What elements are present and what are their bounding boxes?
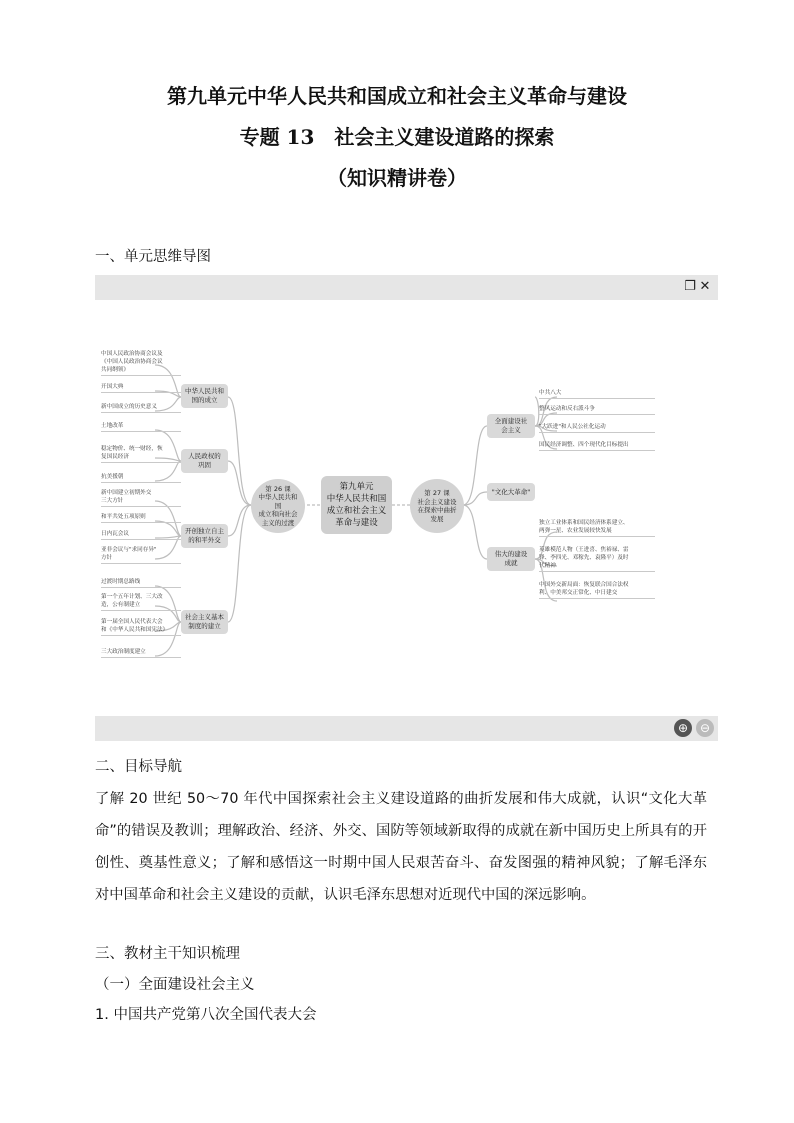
mindmap-leaf: 土地改革 [101, 422, 181, 432]
section-heading-goals: 二、目标导航 [95, 759, 182, 775]
mindmap-leaf: 三大政治制度建立 [101, 648, 181, 658]
mindmap-leaf: 中国人民政治协商会议及 《中国人民政治协商会议 共同纲领》 [101, 350, 181, 376]
mindmap-leaf: 抗美援朝 [101, 473, 181, 483]
mindmap-leaf: 中国外交新局面：恢复联合国合法权 利、中美邦交正常化、中日建交 [539, 581, 655, 599]
mindmap-connectors [95, 300, 718, 716]
mindmap-branch-node: "文化大革命" [487, 483, 535, 501]
mindmap-leaf: 独立工业体系和国民经济体系建立、 两弹一星、农业发展较快发展 [539, 519, 655, 537]
mindmap-lesson-27-node: 第 27 课 社会主义建设 在探索中曲折 发展 [410, 479, 464, 533]
subtitle: （知识精讲卷） [327, 166, 467, 190]
viewer-toolbar-bottom [95, 716, 718, 741]
mindmap-leaf: 英雄模范人物（王进喜、焦裕禄、雷 锋、李四光、邓稼先、袁隆平）及时 代精神 [539, 546, 655, 572]
list-item: 1. 中国共产党第八次全国代表大会 [95, 1007, 317, 1023]
mindmap-image [95, 300, 718, 716]
mindmap-leaf: 和平共处五项原则 [101, 513, 181, 523]
mindmap-branch-node: 伟大的建设 成就 [487, 547, 535, 571]
mindmap-center-node: 第九单元 中华人民共和国 成立和社会主义 革命与建设 [321, 476, 392, 534]
subsection-heading: （一）全面建设社会主义 [95, 977, 255, 993]
mindmap-leaf: 日内瓦会议 [101, 530, 181, 540]
section-heading-knowledge: 三、教材主干知识梳理 [95, 946, 240, 962]
mindmap-leaf: 新中国成立的历史意义 [101, 403, 181, 413]
mindmap-leaf: 过渡时期总路线 [101, 578, 181, 588]
mindmap-leaf: 整风运动和反右派斗争 [539, 405, 655, 415]
mindmap-branch-node: 人民政权的 巩固 [181, 449, 228, 473]
viewer-toolbar-top [95, 275, 718, 300]
mindmap-branch-node: 全面建设社 会主义 [487, 414, 535, 438]
mindmap-leaf: 第一个五年计划、三大改 造，公有制建立 [101, 593, 181, 611]
mindmap-leaf: 中共八大 [539, 389, 655, 399]
mindmap-leaf: 新中国建立初期外交 三大方针 [101, 489, 181, 507]
mindmap-leaf: "大跃进"和人民公社化运动 [539, 423, 655, 433]
mindmap-leaf: 国民经济调整、四个现代化目标提出 [539, 441, 655, 451]
mindmap-lesson-26-node: 第 26 课 中华人民共和国 成立和向社会 主义的过渡 [251, 479, 305, 533]
zoom-out-icon[interactable]: ⊖ [696, 719, 714, 737]
mindmap-leaf: 开国大典 [101, 383, 181, 393]
mindmap-branch-node: 社会主义基本 制度的建立 [181, 610, 228, 634]
zoom-in-icon[interactable]: ⊕ [674, 719, 692, 737]
close-icon[interactable]: ✕ [699, 279, 711, 294]
mindmap-leaf: 亚非会议与"求同存异" 方针 [101, 546, 181, 564]
page-title: 第九单元中华人民共和国成立和社会主义革命与建设 [167, 84, 627, 108]
section-heading-mindmap: 一、单元思维导图 [95, 249, 211, 265]
mindmap-branch-node: 中华人民共和 国的成立 [181, 384, 228, 408]
goals-paragraph: 了解 20 世纪 50～70 年代中国探索社会主义建设道路的曲折发展和伟大成就，认识“文化大革命”的错误及教训；理解政治、经济、外交、国防等领域新取得的成就在新中国历史上所具有的开创性、奠基性意义；了解和感悟这一时期中国人民艰苦奋斗、奋发图强的精神风貌；了解毛泽东对中国革命和社会主义建设的贡献，认识毛泽东思想对近现代中国的深远影响。 [95, 791, 707, 903]
mindmap-leaf: 第一届全国人民代表大会 和《中华人民共和国宪法》 [101, 618, 181, 636]
topic-title: 专题 13 社会主义建设道路的探索 [239, 125, 555, 149]
mindmap-branch-node: 开创独立自主 的和平外交 [181, 524, 228, 548]
mindmap-leaf: 稳定物价、统一财经，恢 复国民经济 [101, 445, 181, 463]
restore-icon[interactable]: ❐ [684, 279, 696, 294]
